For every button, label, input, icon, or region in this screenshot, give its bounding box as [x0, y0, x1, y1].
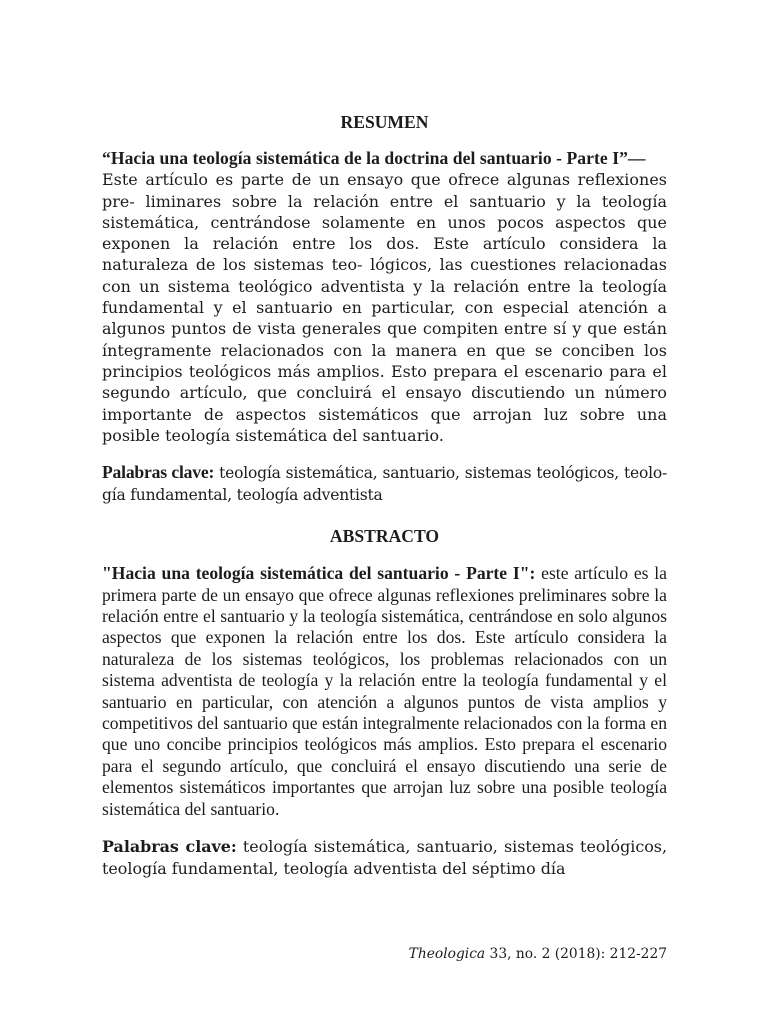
resumen-keywords-text: teología sistemática, santuario, sistemas teológicos, teolo- gía fundamental, teología adventista [102, 464, 668, 504]
abstracto-keywords-label: Palabras clave: [102, 837, 237, 857]
resumen-body-text: Este artículo es parte de un ensayo que ofrece algunas reflexiones pre- liminares sobre la relación entre el santuario y la teología sistemática, centrándose solamente en unos pocos aspectos que exponen la relación entre los dos. Este artículo considera la naturaleza de los sistemas teo- lógicos, las cuestiones relacionadas con un sistema teológico adventista y la relación entre la teología fundamental y el santuario en particular, con especial atención a algunos puntos de vista generales que compiten entre sí y que están íntegramente relacionados con la manera en que se conciben los principios teológicos más amplios. Esto prepara el escenario para el segundo artículo, que concluirá el ensayo discutiendo un número importante de aspectos sistemáticos que arrojan luz sobre una posible teología sistemática del santuario. [102, 170, 667, 445]
abstracto-paragraph [102, 563, 667, 820]
citation-journal: Theologica [408, 946, 486, 962]
document-page [102, 112, 667, 879]
abstracto-keywords [102, 836, 667, 879]
abstracto-keywords-text: teología sistemática, santuario, sistemas teológicos, teología fundamental, teología adventista del séptimo día [102, 837, 667, 878]
abstracto-body-text: este artículo es la primera parte de un ensayo que ofrece algunas reflexiones preliminares sobre la relación entre el santuario y la teología sistemática, centrándose en solo algunos aspectos que exponen la relación entre los dos. Este artículo considera la naturaleza de los sistemas teológicos, los problemas relacionados con un sistema adventista de teología y la relación entre la teología fundamental y el santuario en particular, con atención a algunos puntos de vista amplios y competitivos del santuario que están integralmente relacionados con la forma en que uno concibe principios teológicos más amplios. Esto prepara el escenario para el segundo artículo, que concluirá el ensayo discutiendo una serie de elementos sistemáticos importantes que arrojan luz sobre una posible teología sistemática del santuario. [102, 563, 667, 819]
journal-citation [409, 946, 667, 962]
abstracto-heading: ABSTRACTO [329, 526, 440, 547]
resumen-title: “Hacia una teología sistemática de la doctrina del santuario - Parte I”— [102, 148, 646, 168]
resumen-heading: RESUMEN [340, 112, 429, 132]
abstracto-title: "Hacia una teología sistemática del santuario - Parte I": [102, 563, 536, 584]
resumen-keywords-label: Palabras clave: [102, 462, 215, 483]
citation-details: 33, no. 2 (2018): 212-227 [489, 946, 667, 962]
resumen-paragraph [102, 148, 667, 446]
resumen-keywords [102, 462, 667, 506]
